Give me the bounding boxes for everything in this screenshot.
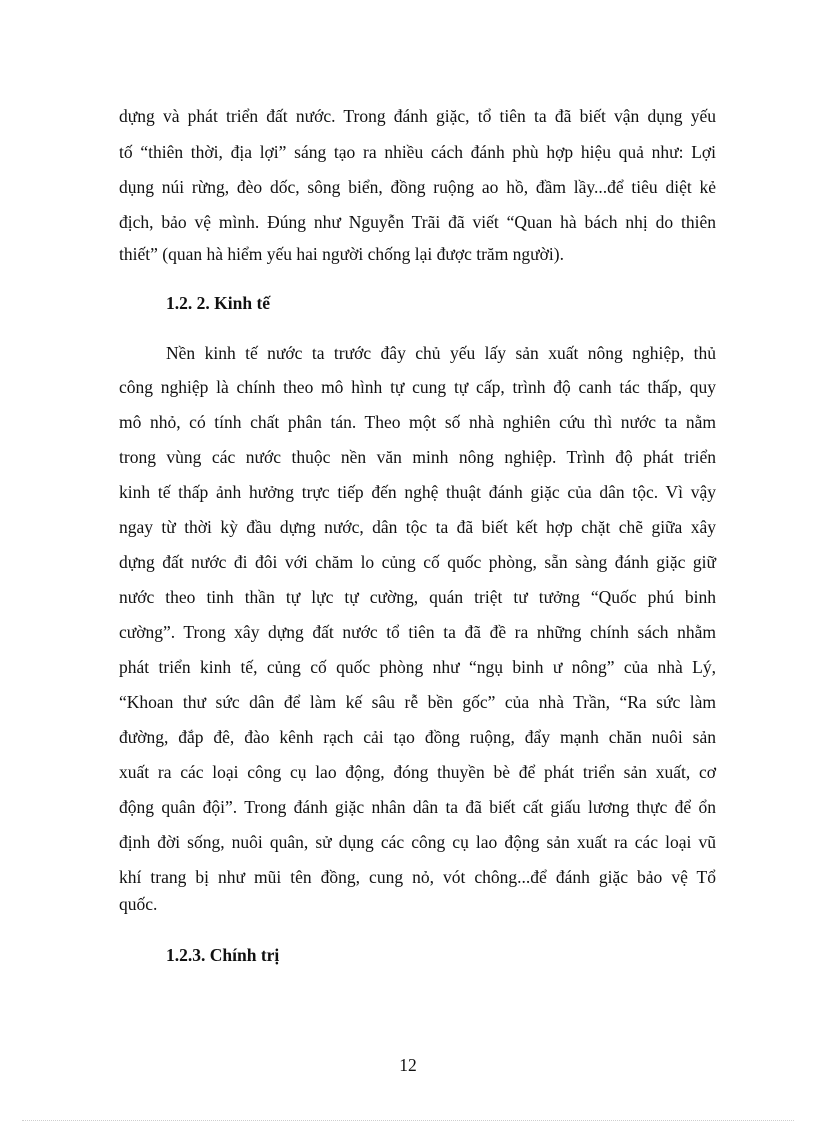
page-number: 12 (399, 1055, 417, 1075)
para2-line-17: quốc. (119, 894, 158, 914)
para2-line-16: khí trang bị như mũi tên đồng, cung nỏ, vót chông...để đánh giặc bảo vệ Tổ (119, 867, 716, 887)
para2-line-9: cường”. Trong xây dựng đất nước tổ tiên ta đã đề ra những chính sách nhằm (119, 622, 716, 642)
para2-line-14: động quân đội”. Trong đánh giặc nhân dân ta đã biết cất giấu lương thực để ổn (119, 797, 716, 817)
para2-line-6: ngay từ thời kỳ đầu dựng nước, dân tộc ta đã biết kết hợp chặt chẽ giữa xây (119, 517, 716, 537)
para2-line-5: kinh tế thấp ảnh hưởng trực tiếp đến nghệ thuật đánh giặc của dân tộc. Vì vậy (119, 482, 716, 502)
para2-line-11: “Khoan thư sức dân để làm kế sâu rễ bền gốc” của nhà Trần, “Ra sức làm (119, 692, 716, 712)
section-heading-kinh-te: 1.2. 2. Kinh tế (166, 293, 271, 313)
para2-line-1: Nền kinh tế nước ta trước đây chủ yếu lấy sản xuất nông nghiệp, thủ (166, 343, 716, 363)
para2-line-2: công nghiệp là chính theo mô hình tự cung tự cấp, trình độ canh tác thấp, quy (119, 377, 716, 397)
page-bottom-divider (22, 1120, 794, 1121)
para1-line-5: thiết” (quan hà hiểm yếu hai người chống lại được trăm người). (119, 244, 564, 264)
para1-line-3: dụng núi rừng, đèo dốc, sông biển, đồng ruộng ao hồ, đầm lầy...để tiêu diệt kẻ (119, 177, 716, 197)
para1-line-2: tố “thiên thời, địa lợi” sáng tạo ra nhiều cách đánh phù hợp hiệu quả như: Lợi (119, 142, 716, 162)
para2-line-8: nước theo tinh thần tự lực tự cường, quán triệt tư tưởng “Quốc phú binh (119, 587, 716, 607)
section-heading-chinh-tri: 1.2.3. Chính trị (166, 945, 280, 965)
para2-line-3: mô nhỏ, có tính chất phân tán. Theo một số nhà nghiên cứu thì nước ta nằm (119, 412, 716, 432)
para2-line-15: định đời sống, nuôi quân, sử dụng các công cụ lao động sản xuất ra các loại vũ (119, 832, 716, 852)
para1-line-4: địch, bảo vệ mình. Đúng như Nguyễn Trãi đã viết “Quan hà bách nhị do thiên (119, 212, 716, 232)
para2-line-4: trong vùng các nước thuộc nền văn minh nông nghiệp. Trình độ phát triển (119, 447, 716, 467)
para2-line-7: dựng đất nước đi đôi với chăm lo củng cố quốc phòng, sẵn sàng đánh giặc giữ (119, 552, 716, 572)
para2-line-13: xuất ra các loại công cụ lao động, đóng thuyền bè để phát triển sản xuất, cơ (119, 762, 716, 782)
para1-line-1: dựng và phát triển đất nước. Trong đánh giặc, tổ tiên ta đã biết vận dụng yếu (119, 106, 716, 126)
para2-line-12: đường, đắp đê, đào kênh rạch cải tạo đồng ruộng, đẩy mạnh chăn nuôi sản (119, 727, 716, 747)
para2-line-10: phát triển kinh tế, củng cố quốc phòng như “ngụ binh ư nông” của nhà Lý, (119, 657, 716, 677)
